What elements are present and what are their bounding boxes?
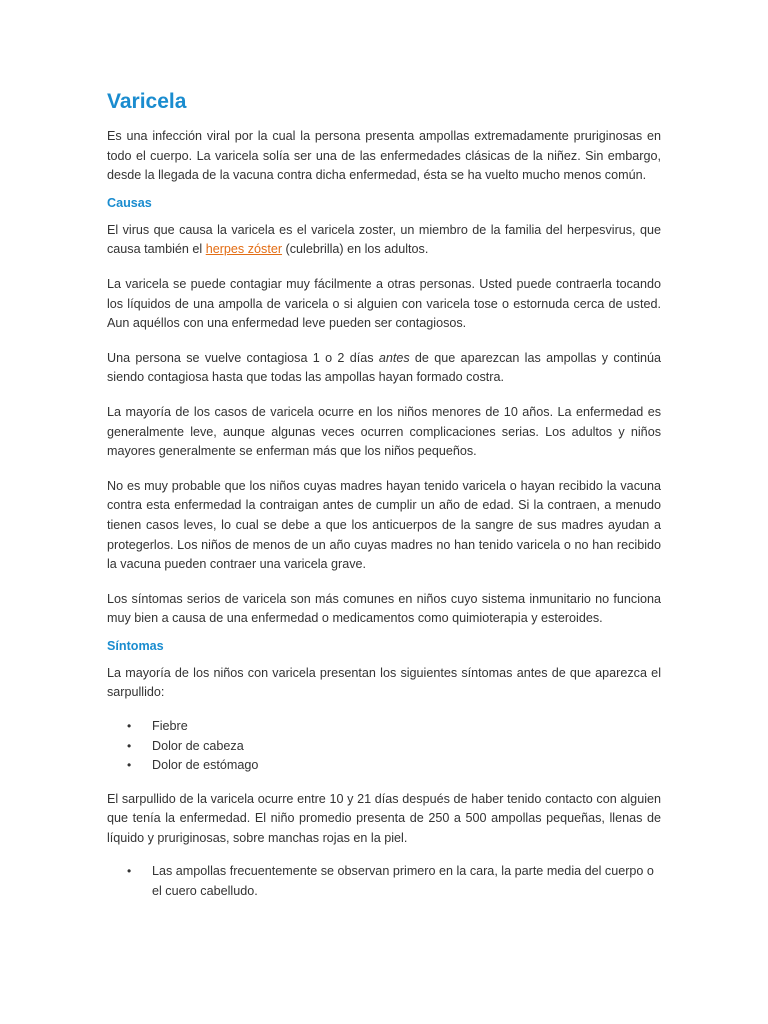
causas-paragraph-6: Los síntomas serios de varicela son más comunes en niños cuyo sistema inmunitario no funciona muy bien a causa de una enfermedad o medicamentos como quimioterapia y esteroides. bbox=[107, 591, 661, 626]
causas-paragraph-4: La mayoría de los casos de varicela ocurre en los niños menores de 10 años. La enfermedad es generalmente leve, aunque algunas veces ocurren complicaciones serias. Los adultos y niños mayores generalmente se enferman más que los niños pequeños. bbox=[107, 404, 661, 459]
bullet-icon: • bbox=[127, 738, 132, 753]
causas-paragraph-5: No es muy probable que los niños cuyas madres hayan tenido varicela o hayan recibido la vacuna contra esta enfermedad la contraigan antes de cumplir un año de edad. Si la contraen, a menudo tienen casos leves, lo cual se debe a que los anticuerpos de la sangre de sus madres ayudan a protegerlos. Los niños de menos de un año cuyas madres no han tenido varicela o no han recibido la vacuna pueden contraer una varicela grave. bbox=[107, 478, 661, 572]
causas-p1-text-after: (culebrilla) en los adultos. bbox=[282, 242, 429, 257]
causas-paragraph-3 bbox=[107, 349, 661, 388]
symptom-label: Fiebre bbox=[152, 719, 188, 734]
causas-p3-emphasis: antes bbox=[378, 350, 410, 365]
section-heading-causas: Causas bbox=[107, 195, 152, 210]
symptom-list bbox=[107, 717, 661, 776]
symptom-label: Dolor de cabeza bbox=[152, 738, 244, 753]
bullet-icon: • bbox=[127, 864, 132, 879]
sintomas-paragraph-2: El sarpullido de la varicela ocurre entre 10 y 21 días después de haber tenido contacto con alguien que tenía la enfermedad. El niño promedio presenta de 250 a 500 ampollas pequeñas, llenas de líquido y pruriginosas, sobre manchas rojas en la piel. bbox=[107, 791, 661, 845]
herpes-zoster-link[interactable]: herpes zóster bbox=[205, 242, 283, 257]
list-item bbox=[107, 737, 661, 757]
causas-p1-text-before: El virus que causa la varicela es el varicela zoster, un miembro de la familia del herpesvirus, que causa también el bbox=[107, 222, 661, 257]
symptom-label: Dolor de estómago bbox=[152, 758, 259, 773]
sintomas-paragraph-1: La mayoría de los niños con varicela presentan los siguientes síntomas antes de que aparezca el sarpullido: bbox=[107, 665, 661, 700]
document-page bbox=[107, 88, 661, 901]
intro-paragraph: Es una infección viral por la cual la persona presenta ampollas extremadamente pruriginosas en todo el cuerpo. La varicela solía ser una de las enfermedades clásicas de la niñez. Sin embargo, desde la llegada de la vacuna contra dicha enfermedad, ésta se ha vuelto mucho menos común. bbox=[107, 129, 661, 183]
list-item bbox=[107, 862, 661, 901]
causas-paragraph-1 bbox=[107, 221, 661, 260]
list-item bbox=[107, 717, 661, 737]
list-item bbox=[107, 756, 661, 776]
causas-p3-text-before: Una persona se vuelve contagiosa 1 o 2 días bbox=[107, 350, 379, 365]
page-title: Varicela bbox=[107, 90, 187, 113]
causas-paragraph-2: La varicela se puede contagiar muy fácilmente a otras personas. Usted puede contraerla tocando los líquidos de una ampolla de varicela o si alguien con varicela tose o estornuda cerca de usted. Aun aquéllos con una enfermedad leve pueden ser contagiosos. bbox=[107, 276, 661, 331]
section-heading-sintomas: Síntomas bbox=[107, 638, 164, 653]
bullet-icon: • bbox=[127, 719, 132, 734]
causas-p3-text-after: de que aparezcan las ampollas y continúa siendo contagiosa hasta que todas las ampollas hayan formado costra. bbox=[107, 350, 662, 385]
bullet-icon: • bbox=[127, 758, 132, 773]
rash-list bbox=[107, 862, 661, 901]
rash-item-label: Las ampollas frecuentemente se observan primero en la cara, la parte media del cuerpo o el cuero cabelludo. bbox=[152, 864, 654, 898]
